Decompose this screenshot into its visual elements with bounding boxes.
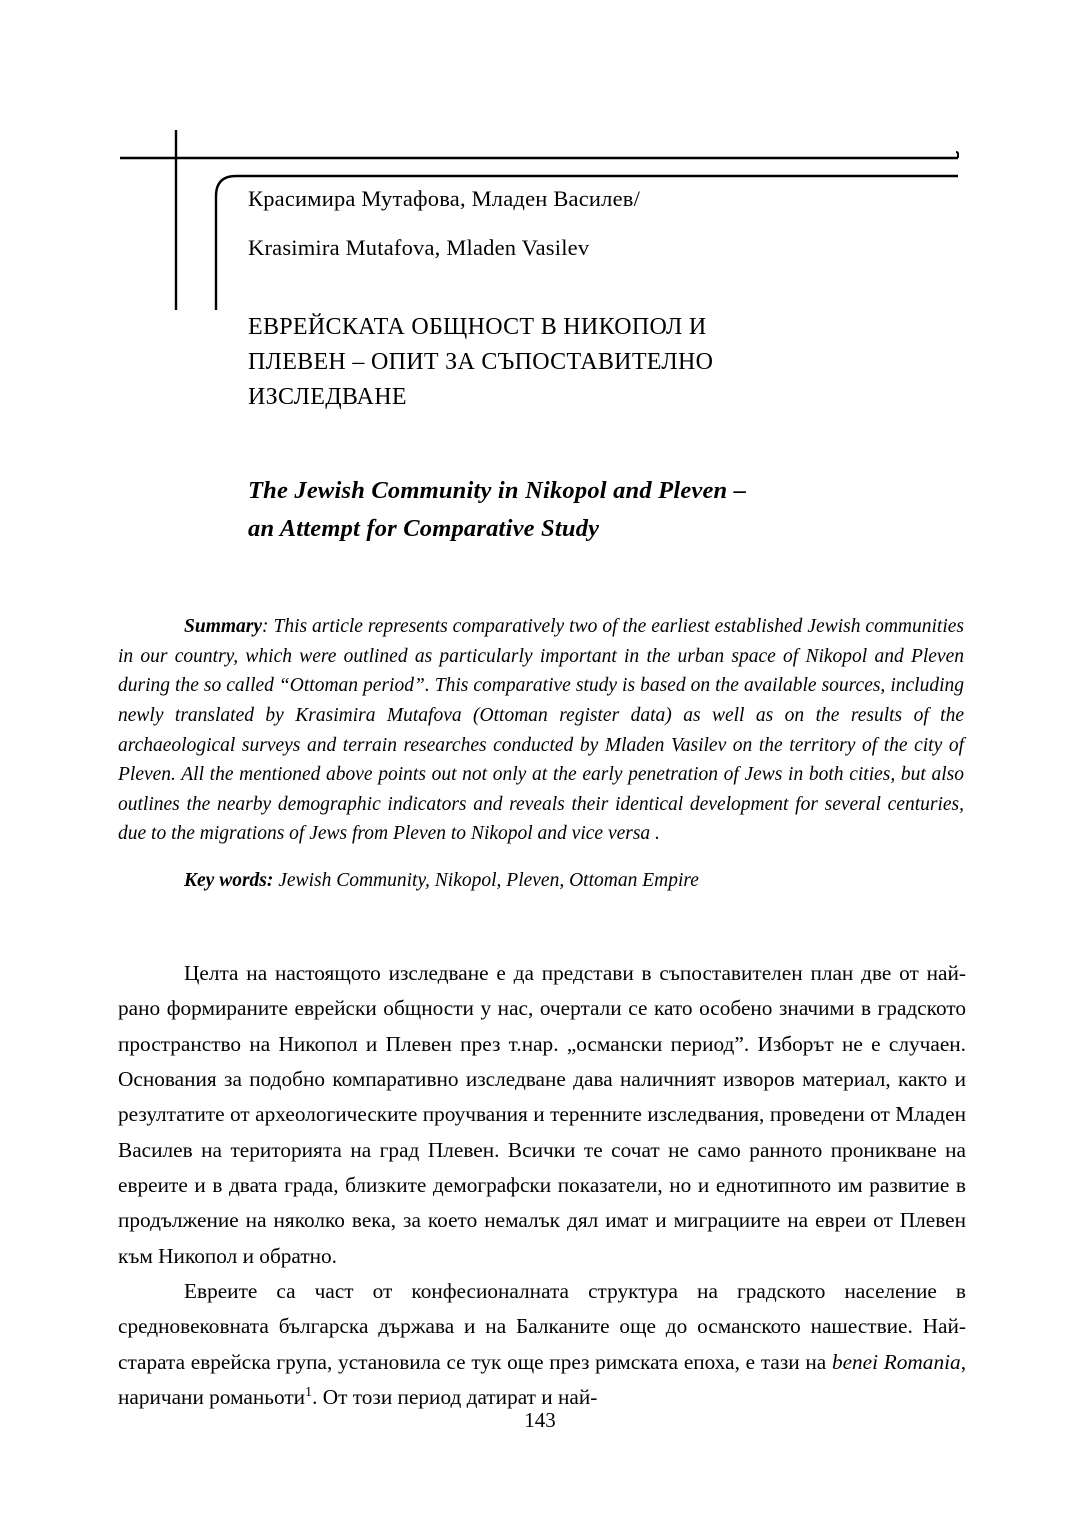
keywords-text: Jewish Community, Nikopol, Pleven, Ottoman Empire xyxy=(273,870,699,891)
keywords-line xyxy=(118,866,964,895)
page-title-bulgarian xyxy=(248,310,948,414)
summary-text: : This article represents comparatively two of the earliest established Jewish communities in our country, which were outlined as particularly important in the urban space of Nikopol and Pleven during the so called “Ottoman period”. This comparative study is based on the available sources, including newly translated by Krasimira Mutafova (Ottoman register data) as well as on the results of the archaeological surveys and terrain researches conducted by Mladen Vasilev on the territory of the city of Pleven. All the mentioned above points out not only at the early penetration of Jews in both cities, but also outlines the nearby demographic indicators and reveals their identical development for several centuries, due to the migrations of Jews from Pleven to Nikopol and vice versa . xyxy=(118,616,964,845)
authors-block xyxy=(248,188,948,259)
title-bg-line-2: ПЛЕВЕН – ОПИТ ЗА СЪПОСТАВИТЕЛНО xyxy=(248,348,714,375)
body-text xyxy=(118,956,966,1415)
title-en-line-1: The Jewish Community in Nikopol and Pleven – xyxy=(248,477,747,504)
keywords-label: Key words: xyxy=(184,870,274,891)
paragraph-2-part-2: , наричани романьоти xyxy=(118,1349,967,1410)
page-number: 143 xyxy=(524,1408,556,1432)
paragraph-2-part-1: Евреите са част от конфесионалната структура на градското население в средновековната българска държава и на Балканите още до османското нашествие. Най-старата еврейска група, установила се тук още през римската епоха, е тази на xyxy=(118,1279,966,1374)
footnote-marker: 1 xyxy=(305,1384,313,1401)
paragraph-2-part-3: . От този период датират и най- xyxy=(312,1385,598,1410)
paragraph-2-italic-term: benei Romania xyxy=(831,1349,961,1374)
authors-cyrillic: Красимира Мутафова, Младен Василев/ xyxy=(248,186,641,211)
body-paragraph-1: Целта на настоящото изследване е да представи в съпоставителен план две от най-рано формираните еврейски общности у нас, очертали се като особено значими в градското пространство на Никопол и Плевен през т.нар. „османски период”. Изборът не е случаен. Основания за подобно компаративно изследване дава наличният изворов материал, както и резултатите от археологическите проучвания и теренните изследвания, проведени от Младен Василев на територията на град Плевен. Всички те сочат не само ранното проникване на евреите и в двата града, близките демографски показатели, но и еднотипното им развитие в продължение на няколко века, за което немалък дял имат и миграциите на евреи от Плевен към Никопол и обратно. xyxy=(118,961,966,1268)
title-bg-line-3: ИЗСЛЕДВАНЕ xyxy=(248,383,407,410)
summary-label: Summary xyxy=(184,616,263,637)
body-paragraph-2 xyxy=(118,1274,966,1415)
title-en-line-2: an Attempt for Comparative Study xyxy=(248,514,600,542)
title-bg-line-1: ЕВРЕЙСКАТА ОБЩНОСТ В НИКОПОЛ И xyxy=(248,314,707,340)
authors-latin: Krasimira Mutafova, Mladen Vasilev xyxy=(248,234,590,260)
summary-paragraph xyxy=(118,612,964,849)
page-title-english xyxy=(248,472,968,548)
